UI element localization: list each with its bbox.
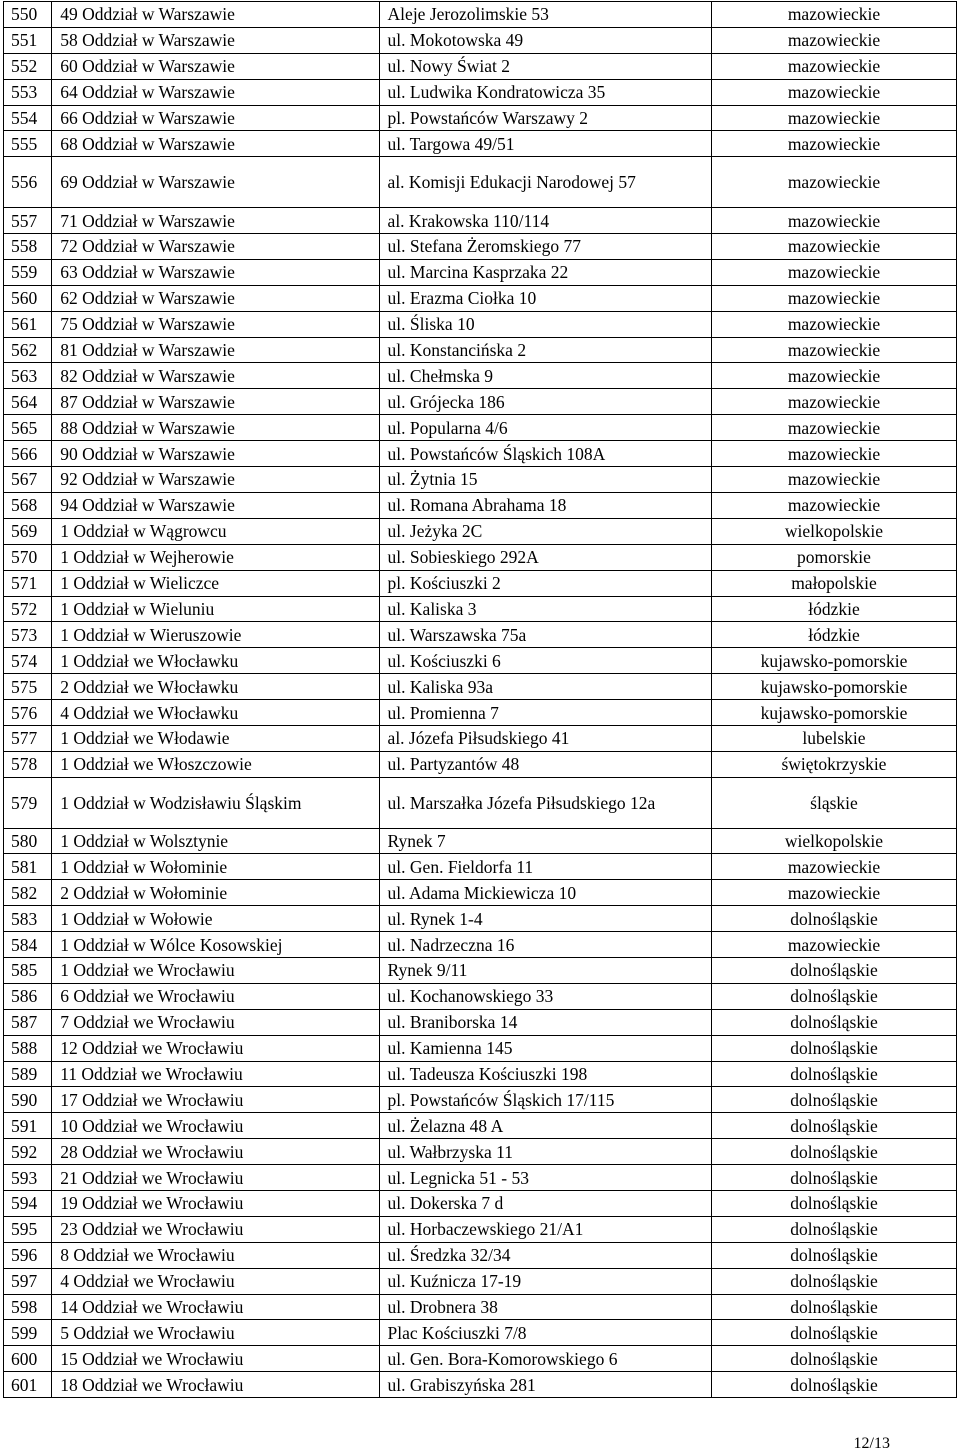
row-number-cell: 550: [4, 2, 52, 28]
province-cell: mazowieckie: [711, 880, 956, 906]
table-row: [4, 79, 957, 105]
table-row: [4, 1139, 957, 1165]
row-number-cell: 593: [4, 1165, 52, 1191]
row-number-cell: 598: [4, 1294, 52, 1320]
row-number-cell: 556: [4, 157, 52, 208]
table-row: [4, 105, 957, 131]
row-number-cell: 595: [4, 1216, 52, 1242]
address-cell: Plac Kościuszki 7/8: [379, 1320, 711, 1346]
table-row: [4, 27, 957, 53]
table-row: [4, 854, 957, 880]
branch-name-cell: 71 Oddział w Warszawie: [52, 208, 379, 234]
row-number-cell: 580: [4, 828, 52, 854]
row-number-cell: 587: [4, 1009, 52, 1035]
province-cell: mazowieckie: [711, 105, 956, 131]
province-cell: mazowieckie: [711, 492, 956, 518]
branch-name-cell: 11 Oddział we Wrocławiu: [52, 1061, 379, 1087]
branch-name-cell: 18 Oddział we Wrocławiu: [52, 1372, 379, 1398]
province-cell: mazowieckie: [711, 259, 956, 285]
row-number-cell: 585: [4, 957, 52, 983]
province-cell: pomorskie: [711, 544, 956, 570]
branch-name-cell: 94 Oddział w Warszawie: [52, 492, 379, 518]
province-cell: dolnośląskie: [711, 1061, 956, 1087]
row-number-cell: 600: [4, 1346, 52, 1372]
table-row: [4, 596, 957, 622]
address-cell: ul. Erazma Ciołka 10: [379, 285, 711, 311]
province-cell: dolnośląskie: [711, 957, 956, 983]
branch-name-cell: 1 Oddział we Włocławku: [52, 648, 379, 674]
table-row: [4, 906, 957, 932]
province-cell: małopolskie: [711, 570, 956, 596]
branch-name-cell: 64 Oddział w Warszawie: [52, 79, 379, 105]
branch-name-cell: 2 Oddział w Wołominie: [52, 880, 379, 906]
row-number-cell: 560: [4, 285, 52, 311]
branch-name-cell: 62 Oddział w Warszawie: [52, 285, 379, 311]
branch-name-cell: 8 Oddział we Wrocławiu: [52, 1242, 379, 1268]
province-cell: mazowieckie: [711, 389, 956, 415]
branch-name-cell: 63 Oddział w Warszawie: [52, 259, 379, 285]
table-row: [4, 1087, 957, 1113]
province-cell: dolnośląskie: [711, 1346, 956, 1372]
branch-name-cell: 90 Oddział w Warszawie: [52, 441, 379, 467]
row-number-cell: 555: [4, 131, 52, 157]
province-cell: mazowieckie: [711, 234, 956, 260]
address-cell: ul. Marcina Kasprzaka 22: [379, 259, 711, 285]
province-cell: mazowieckie: [711, 467, 956, 493]
province-cell: mazowieckie: [711, 441, 956, 467]
table-row: [4, 337, 957, 363]
branch-name-cell: 60 Oddział w Warszawie: [52, 53, 379, 79]
row-number-cell: 559: [4, 259, 52, 285]
table-row: [4, 363, 957, 389]
row-number-cell: 570: [4, 544, 52, 570]
province-cell: dolnośląskie: [711, 1035, 956, 1061]
address-cell: ul. Kuźnicza 17-19: [379, 1268, 711, 1294]
address-cell: ul. Tadeusza Kościuszki 198: [379, 1061, 711, 1087]
table-row: [4, 1320, 957, 1346]
branch-name-cell: 7 Oddział we Wrocławiu: [52, 1009, 379, 1035]
province-cell: dolnośląskie: [711, 906, 956, 932]
branch-name-cell: 23 Oddział we Wrocławiu: [52, 1216, 379, 1242]
branch-name-cell: 1 Oddział w Wodzisławiu Śląskim: [52, 777, 379, 828]
province-cell: śląskie: [711, 777, 956, 828]
row-number-cell: 572: [4, 596, 52, 622]
address-cell: ul. Partyzantów 48: [379, 751, 711, 777]
row-number-cell: 583: [4, 906, 52, 932]
province-cell: kujawsko-pomorskie: [711, 648, 956, 674]
row-number-cell: 562: [4, 337, 52, 363]
province-cell: dolnośląskie: [711, 1216, 956, 1242]
branch-name-cell: 1 Oddział we Włoszczowie: [52, 751, 379, 777]
address-cell: ul. Drobnera 38: [379, 1294, 711, 1320]
table-row: [4, 467, 957, 493]
table-row: [4, 311, 957, 337]
province-cell: mazowieckie: [711, 363, 956, 389]
row-number-cell: 553: [4, 79, 52, 105]
row-number-cell: 599: [4, 1320, 52, 1346]
branch-name-cell: 1 Oddział w Wólce Kosowskiej: [52, 932, 379, 958]
province-cell: łódzkie: [711, 596, 956, 622]
address-cell: ul. Żelazna 48 A: [379, 1113, 711, 1139]
table-row: [4, 932, 957, 958]
address-cell: ul. Gen. Fieldorfa 11: [379, 854, 711, 880]
branch-name-cell: 68 Oddział w Warszawie: [52, 131, 379, 157]
province-cell: mazowieckie: [711, 337, 956, 363]
branch-name-cell: 28 Oddział we Wrocławiu: [52, 1139, 379, 1165]
branch-name-cell: 4 Oddział we Wrocławiu: [52, 1268, 379, 1294]
address-cell: ul. Warszawska 75a: [379, 622, 711, 648]
row-number-cell: 588: [4, 1035, 52, 1061]
table-row: [4, 1216, 957, 1242]
province-cell: dolnośląskie: [711, 1113, 956, 1139]
address-cell: Rynek 7: [379, 828, 711, 854]
branch-name-cell: 17 Oddział we Wrocławiu: [52, 1087, 379, 1113]
branch-name-cell: 1 Oddział we Wrocławiu: [52, 957, 379, 983]
table-row: [4, 259, 957, 285]
row-number-cell: 589: [4, 1061, 52, 1087]
table-row: [4, 570, 957, 596]
row-number-cell: 592: [4, 1139, 52, 1165]
branch-name-cell: 75 Oddział w Warszawie: [52, 311, 379, 337]
row-number-cell: 569: [4, 518, 52, 544]
branch-name-cell: 19 Oddział we Wrocławiu: [52, 1191, 379, 1217]
table-row: [4, 700, 957, 726]
branch-name-cell: 1 Oddział w Wieliczce: [52, 570, 379, 596]
table-row: [4, 157, 957, 208]
table-row: [4, 441, 957, 467]
province-cell: świętokrzyskie: [711, 751, 956, 777]
address-cell: ul. Powstańców Śląskich 108A: [379, 441, 711, 467]
address-cell: ul. Sobieskiego 292A: [379, 544, 711, 570]
row-number-cell: 551: [4, 27, 52, 53]
table-row: [4, 1113, 957, 1139]
address-cell: ul. Dokerska 7 d: [379, 1191, 711, 1217]
table-row: [4, 53, 957, 79]
address-cell: ul. Rynek 1-4: [379, 906, 711, 932]
table-row: [4, 674, 957, 700]
address-cell: ul. Średzka 32/34: [379, 1242, 711, 1268]
address-cell: ul. Kamienna 145: [379, 1035, 711, 1061]
address-cell: ul. Marszałka Józefa Piłsudskiego 12a: [379, 777, 711, 828]
province-cell: kujawsko-pomorskie: [711, 700, 956, 726]
address-cell: ul. Braniborska 14: [379, 1009, 711, 1035]
page-number: 12/13: [853, 1435, 890, 1452]
table-row: [4, 725, 957, 751]
address-cell: ul. Kochanowskiego 33: [379, 983, 711, 1009]
province-cell: mazowieckie: [711, 415, 956, 441]
province-cell: dolnośląskie: [711, 1191, 956, 1217]
table-row: [4, 389, 957, 415]
province-cell: dolnośląskie: [711, 1268, 956, 1294]
branch-name-cell: 69 Oddział w Warszawie: [52, 157, 379, 208]
row-number-cell: 568: [4, 492, 52, 518]
address-cell: al. Józefa Piłsudskiego 41: [379, 725, 711, 751]
address-cell: ul. Legnicka 51 - 53: [379, 1165, 711, 1191]
row-number-cell: 582: [4, 880, 52, 906]
table-row: [4, 777, 957, 828]
row-number-cell: 586: [4, 983, 52, 1009]
table-row: [4, 622, 957, 648]
province-cell: mazowieckie: [711, 208, 956, 234]
address-cell: ul. Kaliska 3: [379, 596, 711, 622]
branch-name-cell: 6 Oddział we Wrocławiu: [52, 983, 379, 1009]
province-cell: mazowieckie: [711, 53, 956, 79]
row-number-cell: 571: [4, 570, 52, 596]
province-cell: mazowieckie: [711, 131, 956, 157]
address-cell: Rynek 9/11: [379, 957, 711, 983]
address-cell: ul. Kaliska 93a: [379, 674, 711, 700]
table-row: [4, 1165, 957, 1191]
branch-name-cell: 88 Oddział w Warszawie: [52, 415, 379, 441]
table-row: [4, 518, 957, 544]
branch-name-cell: 1 Oddział w Wągrowcu: [52, 518, 379, 544]
branch-name-cell: 1 Oddział w Wołominie: [52, 854, 379, 880]
branch-name-cell: 1 Oddział w Wieruszowie: [52, 622, 379, 648]
address-cell: ul. Popularna 4/6: [379, 415, 711, 441]
table-row: [4, 415, 957, 441]
branch-name-cell: 49 Oddział w Warszawie: [52, 2, 379, 28]
row-number-cell: 573: [4, 622, 52, 648]
row-number-cell: 578: [4, 751, 52, 777]
province-cell: wielkopolskie: [711, 828, 956, 854]
address-cell: al. Komisji Edukacji Narodowej 57: [379, 157, 711, 208]
table-row: [4, 957, 957, 983]
table-row: [4, 2, 957, 28]
province-cell: mazowieckie: [711, 27, 956, 53]
address-cell: ul. Kościuszki 6: [379, 648, 711, 674]
row-number-cell: 566: [4, 441, 52, 467]
address-cell: pl. Powstańców Śląskich 17/115: [379, 1087, 711, 1113]
province-cell: dolnośląskie: [711, 1139, 956, 1165]
table-row: [4, 1061, 957, 1087]
address-cell: ul. Chełmska 9: [379, 363, 711, 389]
province-cell: kujawsko-pomorskie: [711, 674, 956, 700]
table-row: [4, 1372, 957, 1398]
address-cell: ul. Stefana Żeromskiego 77: [379, 234, 711, 260]
address-cell: ul. Żytnia 15: [379, 467, 711, 493]
row-number-cell: 575: [4, 674, 52, 700]
row-number-cell: 552: [4, 53, 52, 79]
address-cell: ul. Promienna 7: [379, 700, 711, 726]
table-row: [4, 208, 957, 234]
branch-name-cell: 1 Oddział w Wejherowie: [52, 544, 379, 570]
row-number-cell: 591: [4, 1113, 52, 1139]
table-row: [4, 828, 957, 854]
branch-name-cell: 82 Oddział w Warszawie: [52, 363, 379, 389]
table-row: [4, 983, 957, 1009]
address-cell: ul. Nowy Świat 2: [379, 53, 711, 79]
province-cell: mazowieckie: [711, 79, 956, 105]
table-row: [4, 1035, 957, 1061]
row-number-cell: 597: [4, 1268, 52, 1294]
table-row: [4, 751, 957, 777]
address-cell: ul. Grójecka 186: [379, 389, 711, 415]
row-number-cell: 564: [4, 389, 52, 415]
province-cell: mazowieckie: [711, 2, 956, 28]
province-cell: dolnośląskie: [711, 983, 956, 1009]
row-number-cell: 594: [4, 1191, 52, 1217]
row-number-cell: 581: [4, 854, 52, 880]
address-cell: al. Krakowska 110/114: [379, 208, 711, 234]
province-cell: dolnośląskie: [711, 1320, 956, 1346]
table-body: [4, 2, 957, 1398]
row-number-cell: 576: [4, 700, 52, 726]
row-number-cell: 558: [4, 234, 52, 260]
province-cell: łódzkie: [711, 622, 956, 648]
address-cell: ul. Ludwika Kondratowicza 35: [379, 79, 711, 105]
branch-name-cell: 4 Oddział we Włocławku: [52, 700, 379, 726]
row-number-cell: 590: [4, 1087, 52, 1113]
row-number-cell: 567: [4, 467, 52, 493]
branch-name-cell: 10 Oddział we Wrocławiu: [52, 1113, 379, 1139]
address-cell: ul. Targowa 49/51: [379, 131, 711, 157]
address-cell: ul. Grabiszyńska 281: [379, 1372, 711, 1398]
address-cell: ul. Jeżyka 2C: [379, 518, 711, 544]
branch-name-cell: 14 Oddział we Wrocławiu: [52, 1294, 379, 1320]
table-row: [4, 285, 957, 311]
address-cell: ul. Wałbrzyska 11: [379, 1139, 711, 1165]
address-cell: ul. Nadrzeczna 16: [379, 932, 711, 958]
province-cell: mazowieckie: [711, 932, 956, 958]
table-row: [4, 880, 957, 906]
branch-name-cell: 1 Oddział w Wolsztynie: [52, 828, 379, 854]
branch-name-cell: 12 Oddział we Wrocławiu: [52, 1035, 379, 1061]
branch-name-cell: 92 Oddział w Warszawie: [52, 467, 379, 493]
table-row: [4, 648, 957, 674]
table-row: [4, 1191, 957, 1217]
branch-name-cell: 2 Oddział we Włocławku: [52, 674, 379, 700]
address-cell: ul. Adama Mickiewicza 10: [379, 880, 711, 906]
province-cell: lubelskie: [711, 725, 956, 751]
row-number-cell: 561: [4, 311, 52, 337]
table-row: [4, 234, 957, 260]
address-cell: pl. Kościuszki 2: [379, 570, 711, 596]
branch-name-cell: 81 Oddział w Warszawie: [52, 337, 379, 363]
table-row: [4, 492, 957, 518]
address-cell: ul. Konstancińska 2: [379, 337, 711, 363]
branch-name-cell: 21 Oddział we Wrocławiu: [52, 1165, 379, 1191]
row-number-cell: 574: [4, 648, 52, 674]
branch-name-cell: 1 Oddział we Włodawie: [52, 725, 379, 751]
branch-name-cell: 5 Oddział we Wrocławiu: [52, 1320, 379, 1346]
branch-name-cell: 1 Oddział w Wieluniu: [52, 596, 379, 622]
row-number-cell: 563: [4, 363, 52, 389]
address-cell: Aleje Jerozolimskie 53: [379, 2, 711, 28]
province-cell: mazowieckie: [711, 285, 956, 311]
address-cell: ul. Horbaczewskiego 21/A1: [379, 1216, 711, 1242]
address-cell: ul. Gen. Bora-Komorowskiego 6: [379, 1346, 711, 1372]
province-cell: dolnośląskie: [711, 1294, 956, 1320]
row-number-cell: 584: [4, 932, 52, 958]
row-number-cell: 565: [4, 415, 52, 441]
row-number-cell: 596: [4, 1242, 52, 1268]
branch-name-cell: 87 Oddział w Warszawie: [52, 389, 379, 415]
address-cell: ul. Śliska 10: [379, 311, 711, 337]
address-cell: ul. Romana Abrahama 18: [379, 492, 711, 518]
row-number-cell: 577: [4, 725, 52, 751]
table-row: [4, 544, 957, 570]
table-row: [4, 131, 957, 157]
row-number-cell: 601: [4, 1372, 52, 1398]
province-cell: dolnośląskie: [711, 1242, 956, 1268]
province-cell: wielkopolskie: [711, 518, 956, 544]
branch-name-cell: 15 Oddział we Wrocławiu: [52, 1346, 379, 1372]
address-cell: pl. Powstańców Warszawy 2: [379, 105, 711, 131]
branch-name-cell: 1 Oddział w Wołowie: [52, 906, 379, 932]
province-cell: dolnośląskie: [711, 1372, 956, 1398]
branch-name-cell: 58 Oddział w Warszawie: [52, 27, 379, 53]
row-number-cell: 579: [4, 777, 52, 828]
row-number-cell: 557: [4, 208, 52, 234]
table-row: [4, 1009, 957, 1035]
province-cell: mazowieckie: [711, 311, 956, 337]
branch-name-cell: 72 Oddział w Warszawie: [52, 234, 379, 260]
province-cell: mazowieckie: [711, 157, 956, 208]
table-row: [4, 1268, 957, 1294]
branch-name-cell: 66 Oddział w Warszawie: [52, 105, 379, 131]
address-cell: ul. Mokotowska 49: [379, 27, 711, 53]
row-number-cell: 554: [4, 105, 52, 131]
province-cell: dolnośląskie: [711, 1087, 956, 1113]
table-row: [4, 1242, 957, 1268]
province-cell: dolnośląskie: [711, 1165, 956, 1191]
table-row: [4, 1294, 957, 1320]
province-cell: dolnośląskie: [711, 1009, 956, 1035]
table-row: [4, 1346, 957, 1372]
province-cell: mazowieckie: [711, 854, 956, 880]
branches-table: [3, 1, 957, 1398]
